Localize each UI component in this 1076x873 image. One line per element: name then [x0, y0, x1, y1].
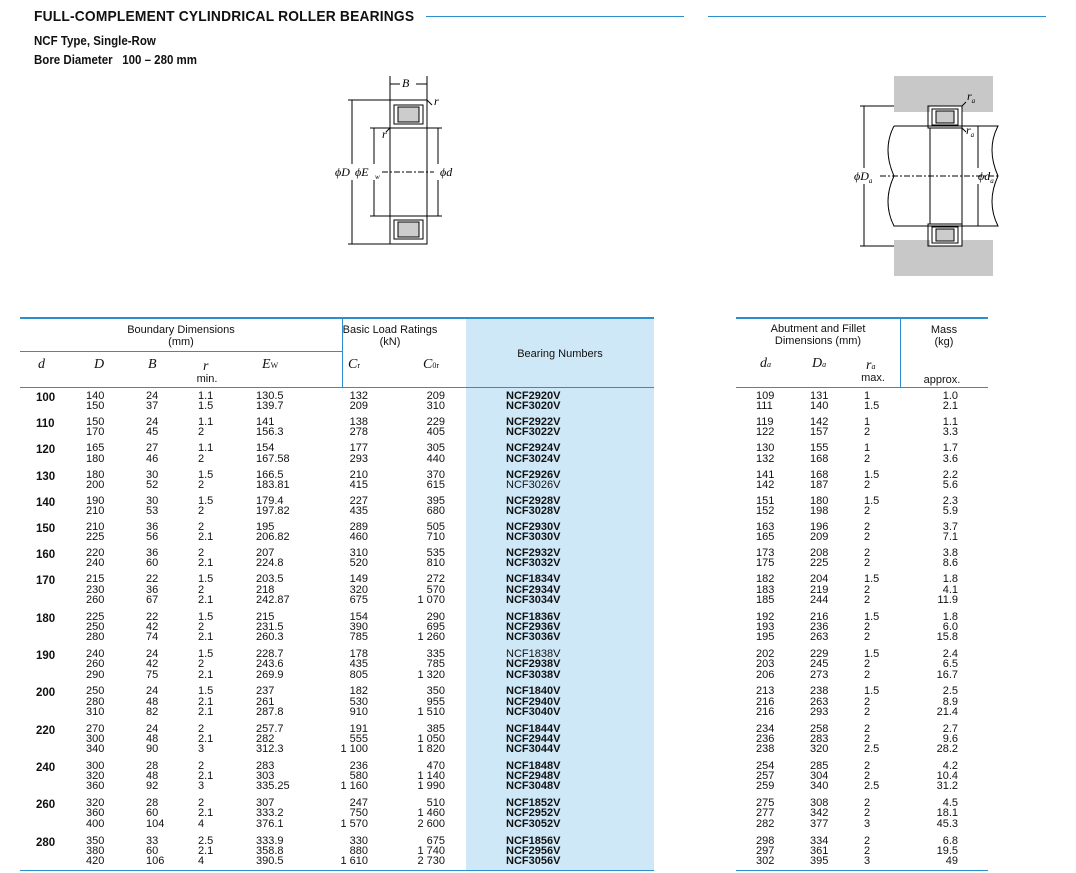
- row-bore-d: 110: [36, 418, 55, 431]
- cell-cr: 236 580 1 160: [340, 759, 368, 793]
- cell-mass: 2.7 9.6 28.2: [936, 722, 958, 756]
- cell-d: 220 240: [86, 547, 105, 570]
- row-bore-d: 240: [36, 761, 56, 774]
- cell-da: 208 225: [810, 547, 829, 570]
- cell-cr: 330 880 1 610: [340, 834, 368, 868]
- cell-ew: 207 224.8: [256, 547, 284, 570]
- cell-c0r: 510 1 460 2 600: [417, 797, 445, 830]
- col-r: r: [203, 359, 209, 374]
- bearing-cross-section-diagram: [330, 72, 470, 252]
- cell-cr: 178 435 805: [349, 648, 368, 681]
- cell-bearing-number: NCF1844V NCF2944V NCF3044V: [506, 722, 561, 756]
- cell-r: 2 2.1 4: [198, 797, 214, 830]
- cell-r: 2 2.1 3: [198, 722, 214, 756]
- cell-ew: 283 303 335.25: [256, 759, 290, 793]
- cell-ra: 1 2: [864, 416, 871, 439]
- page-title: FULL-COMPLEMENT CYLINDRICAL ROLLER BEARINGS: [34, 8, 415, 25]
- col-ra: ra: [866, 358, 876, 373]
- cell-da: 168 187: [810, 468, 829, 491]
- cell-c0r: 272 570 1 070: [417, 573, 445, 606]
- cell-c0r: 209 310: [426, 390, 445, 413]
- cell-da: 204 219 244: [810, 573, 829, 606]
- cell-ra: 1 2: [864, 442, 871, 465]
- cell-da: 180 198: [810, 494, 829, 518]
- label-phid: ϕd: [440, 165, 453, 179]
- cell-r: 1.5 2: [198, 468, 214, 491]
- cell-mass: 4.5 18.1 45.3: [936, 797, 958, 830]
- cell-ew: 237 261 287.8: [256, 685, 284, 718]
- table-bottom-rule: [20, 870, 654, 871]
- abutment-diagram: [850, 74, 1000, 279]
- cell-r: 1.5 2 2.1: [198, 610, 214, 644]
- cell-da: 173 175: [756, 547, 775, 570]
- cell-d: 150 170: [86, 416, 105, 439]
- cell-d: 240 260 290: [86, 648, 105, 681]
- cell-cr: 310 520: [349, 547, 368, 570]
- cell-c0r: 470 1 140 1 990: [417, 759, 445, 793]
- cell-mass: 2.3 5.9: [942, 494, 958, 518]
- cell-mass: 1.8 4.1 11.9: [937, 573, 958, 606]
- cell-ew: 154 167.58: [256, 442, 290, 465]
- cell-d: 250 280 310: [86, 685, 105, 718]
- cell-da: 285 304 340: [810, 759, 829, 793]
- cell-da: 202 203 206: [756, 648, 775, 681]
- cell-c0r: 229 405: [426, 416, 445, 439]
- cell-mass: 3.7 7.1: [942, 521, 958, 544]
- cell-mass: 1.0 2.1: [942, 390, 958, 413]
- cell-ra: 2 2: [864, 547, 871, 570]
- cell-ra: 1.5 2 2: [864, 573, 880, 606]
- table-bottom-rule-right: [736, 870, 988, 871]
- cell-mass: 2.5 8.9 21.4: [936, 685, 958, 718]
- label-phiEw-sub: w: [375, 173, 380, 181]
- cell-b: 24 42 75: [146, 648, 159, 681]
- header-bearing-numbers: Bearing Numbers: [517, 348, 603, 360]
- cell-da: 141 142: [756, 468, 775, 491]
- table-top-rule-right: [736, 317, 988, 319]
- row-bore-d: 160: [36, 549, 56, 562]
- cell-ew: 141 156.3: [256, 416, 284, 439]
- cell-c0r: 350 955 1 510: [417, 685, 445, 718]
- cell-cr: 227 435: [349, 494, 368, 518]
- cell-r: 2.5 2.1 4: [198, 834, 214, 868]
- col-da: da: [760, 356, 771, 371]
- cell-b: 22 36 67: [146, 573, 159, 606]
- cell-ra: 2 2: [864, 521, 871, 544]
- row-bore-d: 260: [36, 799, 56, 812]
- cell-da: 275 277 282: [756, 797, 775, 830]
- row-bore-d: 190: [36, 650, 56, 662]
- bore-label: Bore Diameter: [34, 53, 113, 67]
- cell-da: 238 263 293: [810, 685, 829, 718]
- cell-ew: 195 206.82: [256, 521, 290, 544]
- cell-ew: 228.7 243.6 269.9: [256, 648, 284, 681]
- cell-mass: 4.2 10.4 31.2: [936, 759, 958, 793]
- cell-ra: 1.5 2: [864, 494, 880, 518]
- col-ra-max: max.: [861, 372, 885, 384]
- cell-cr: 177 293: [349, 442, 368, 465]
- cell-bearing-number: NCF2932V NCF3032V: [506, 547, 561, 570]
- cell-da: 213 216 216: [756, 685, 775, 718]
- cell-c0r: 290 695 1 260: [417, 610, 445, 644]
- cell-d: 180 200: [86, 468, 105, 491]
- cell-cr: 132 209: [349, 390, 368, 413]
- cell-da: 142 157: [810, 416, 829, 439]
- row-bore-d: 130: [36, 470, 56, 483]
- label-B: B: [402, 76, 410, 90]
- cell-da: 119 122: [756, 416, 775, 439]
- cell-da: 182 183 185: [756, 573, 775, 606]
- cell-b: 24 48 90: [146, 722, 159, 756]
- cell-bearing-number: NCF1834V NCF2934V NCF3034V: [506, 573, 561, 606]
- cell-r: 1.5 2 2.1: [198, 648, 214, 681]
- cell-da: 234 236 238: [756, 722, 775, 756]
- cell-da: 216 236 263: [810, 610, 829, 644]
- row-bore-d: 280: [36, 836, 56, 849]
- bore-diameter: [34, 53, 414, 67]
- col-Ew: EW: [262, 357, 279, 372]
- row-bore-d: 170: [36, 575, 56, 588]
- col-Cr: Cr: [348, 357, 361, 372]
- cell-b: 24 45: [146, 416, 159, 439]
- cell-d: 165 180: [86, 442, 105, 465]
- cell-r: 2 2.1: [198, 547, 214, 570]
- cell-mass: 1.1 3.3: [942, 416, 958, 439]
- cell-bearing-number: NCF1836V NCF2936V NCF3036V: [506, 610, 561, 644]
- cell-mass: 3.8 8.6: [942, 547, 958, 570]
- cell-bearing-number: NCF2922V NCF3022V: [506, 416, 561, 439]
- cell-da: 109 111: [756, 390, 775, 413]
- cell-b: 24 37: [146, 390, 159, 413]
- cell-b: 36 56: [146, 521, 159, 544]
- cell-d: 300 320 360: [86, 759, 105, 793]
- cell-ew: 166.5 183.81: [256, 468, 290, 491]
- cell-ew: 257.7 282 312.3: [256, 722, 284, 756]
- cell-ew: 179.4 197.82: [256, 494, 290, 518]
- col-Da: Da: [812, 356, 827, 371]
- header-bottom-rule: [20, 387, 654, 388]
- header-boundary: Boundary Dimensions (mm): [127, 324, 235, 348]
- row-bore-d: 100: [36, 392, 56, 404]
- cell-r: 2 2.1 3: [198, 759, 214, 793]
- cell-b: 28 48 92: [146, 759, 159, 793]
- cell-cr: 247 750 1 570: [340, 797, 368, 830]
- col-D: D: [94, 357, 105, 372]
- cell-cr: 149 320 675: [349, 573, 368, 606]
- cell-c0r: 385 1 050 1 820: [417, 722, 445, 756]
- cell-c0r: 505 710: [426, 521, 445, 544]
- cell-da: 163 165: [756, 521, 775, 544]
- label-phiD: ϕD: [335, 165, 350, 179]
- cell-b: 36 60: [146, 547, 159, 570]
- col-B: B: [148, 357, 157, 372]
- cell-d: 350 380 420: [86, 834, 105, 868]
- cell-da: 130 132: [756, 442, 775, 465]
- cell-cr: 210 415: [349, 468, 368, 491]
- row-bore-d: 150: [36, 523, 56, 535]
- cell-mass: 1.8 6.0 15.8: [936, 610, 958, 644]
- cell-d: 215 230 260: [86, 573, 105, 606]
- cell-da: 334 361 395: [810, 834, 829, 868]
- cell-bearing-number: NCF2930V NCF3030V: [506, 521, 561, 544]
- cell-da: 131 140: [810, 390, 829, 413]
- cell-ra: 1 1.5: [864, 390, 880, 413]
- cell-ew: 203.5 218 242.87: [256, 573, 290, 606]
- cell-ra: 1.5 2 2: [864, 610, 880, 644]
- cell-ew: 130.5 139.7: [256, 390, 284, 413]
- cell-da: 229 245 273: [810, 648, 829, 681]
- cell-cr: 191 555 1 100: [340, 722, 368, 756]
- title-rule-right: [708, 16, 1046, 17]
- cell-r: 1.5 2 2.1: [198, 573, 214, 606]
- cell-r: 1.1 2: [198, 442, 214, 465]
- cell-cr: 138 278: [349, 416, 368, 439]
- col-r-min: min.: [196, 373, 218, 385]
- cell-r: 2 2.1: [198, 521, 214, 544]
- cell-cr: 289 460: [349, 521, 368, 544]
- boundary-sub-rule: [20, 351, 342, 352]
- cell-bearing-number: NCF1838V NCF2938V NCF3038V: [506, 648, 561, 681]
- label-phiDa: $\phi D_a$: [854, 169, 873, 185]
- cell-bearing-number: NCF1848V NCF2948V NCF3048V: [506, 759, 561, 793]
- bearing-type: NCF Type, Single-Row: [34, 34, 156, 48]
- row-bore-d: 200: [36, 687, 56, 700]
- cell-cr: 154 390 785: [349, 610, 368, 644]
- cell-ew: 307 333.2 376.1: [256, 797, 284, 830]
- cell-ra: 2 2 3: [864, 834, 871, 868]
- cell-c0r: 675 1 740 2 730: [417, 834, 445, 868]
- title-rule: [426, 16, 684, 17]
- cell-da: 196 209: [810, 521, 829, 544]
- cell-d: 320 360 400: [86, 797, 105, 830]
- col-C0r: C0r: [423, 357, 440, 372]
- label-phiEw: ϕE: [355, 165, 369, 179]
- cell-mass: 6.8 19.5 49: [936, 834, 958, 868]
- header-abutment: Abutment and Fillet Dimensions (mm): [770, 323, 866, 347]
- cell-r: 1.1 2: [198, 416, 214, 439]
- cell-cr: 182 530 910: [349, 685, 368, 718]
- cell-da: 192 193 195: [756, 610, 775, 644]
- cell-ra: 1.5 2 2: [864, 685, 880, 718]
- cell-b: 22 42 74: [146, 610, 159, 644]
- title-block: [34, 8, 447, 67]
- label-r-top: r: [434, 94, 439, 108]
- cell-bearing-number: NCF2928V NCF3028V: [506, 494, 561, 518]
- cell-ra: 1.5 2 2: [864, 648, 880, 681]
- label-ra-top: $r_a$: [967, 89, 976, 105]
- cell-c0r: 335 785 1 320: [417, 648, 445, 681]
- cell-ra: 2 2 3: [864, 797, 871, 830]
- cell-mass: 2.4 6.5 16.7: [936, 648, 958, 681]
- table-top-rule: [20, 317, 654, 319]
- cell-d: 210 225: [86, 521, 105, 544]
- cell-da: 308 342 377: [810, 797, 829, 830]
- cell-ra: 1.5 2: [864, 468, 880, 491]
- header-mass: Mass (kg): [930, 324, 958, 348]
- col-d: d: [38, 357, 45, 372]
- cell-mass: 2.2 5.6: [942, 468, 958, 491]
- cell-bearing-number: NCF1856V NCF2956V NCF3056V: [506, 834, 561, 868]
- cell-bearing-number: NCF2926V NCF3026V: [506, 468, 561, 491]
- col-approx: approx.: [923, 374, 961, 386]
- cell-d: 225 250 280: [86, 610, 105, 644]
- cell-b: 30 52: [146, 468, 159, 491]
- cell-bearing-number: NCF1840V NCF2940V NCF3040V: [506, 685, 561, 718]
- row-bore-d: 220: [36, 724, 56, 737]
- label-ra-inner: $r_a$: [966, 123, 975, 139]
- cell-c0r: 305 440: [426, 442, 445, 465]
- cell-d: 270 300 340: [86, 722, 105, 756]
- row-bore-d: 180: [36, 612, 56, 625]
- cell-r: 1.5 2: [198, 494, 214, 518]
- cell-r: 1.1 1.5: [198, 390, 214, 413]
- cell-ew: 333.9 358.8 390.5: [256, 834, 284, 868]
- cell-da: 254 257 259: [756, 759, 775, 793]
- cell-b: 24 48 82: [146, 685, 159, 718]
- cell-ra: 2 2 2.5: [864, 759, 880, 793]
- cell-bearing-number: NCF2924V NCF3024V: [506, 442, 561, 465]
- cell-da: 151 152: [756, 494, 775, 518]
- bore-range: 100 – 280 mm: [122, 53, 198, 67]
- cell-d: 190 210: [86, 494, 105, 518]
- cell-c0r: 395 680: [426, 494, 445, 518]
- cell-r: 1.5 2.1 2.1: [198, 685, 214, 718]
- cell-b: 30 53: [146, 494, 159, 518]
- cell-b: 28 60 104: [146, 797, 165, 830]
- label-r-inner: r: [382, 127, 387, 141]
- cell-ew: 215 231.5 260.3: [256, 610, 284, 644]
- cell-da: 258 283 320: [810, 722, 829, 756]
- cell-ra: 2 2 2.5: [864, 722, 880, 756]
- header-bottom-rule-right: [736, 387, 988, 388]
- row-bore-d: 120: [36, 444, 56, 457]
- cell-b: 27 46: [146, 442, 159, 465]
- cell-d: 140 150: [86, 390, 105, 413]
- cell-da: 155 168: [810, 442, 829, 465]
- row-bore-d: 140: [36, 496, 56, 509]
- cell-mass: 1.7 3.6: [942, 442, 958, 465]
- cell-bearing-number: NCF2920V NCF3020V: [506, 390, 561, 413]
- cell-c0r: 535 810: [426, 547, 445, 570]
- cell-bearing-number: NCF1852V NCF2952V NCF3052V: [506, 797, 561, 830]
- cell-c0r: 370 615: [426, 468, 445, 491]
- header-load: Basic Load Ratings (kN): [342, 324, 438, 348]
- cell-da: 298 297 302: [756, 834, 775, 868]
- label-phida: $\phi d_a$: [978, 169, 994, 185]
- cell-b: 33 60 106: [146, 834, 165, 868]
